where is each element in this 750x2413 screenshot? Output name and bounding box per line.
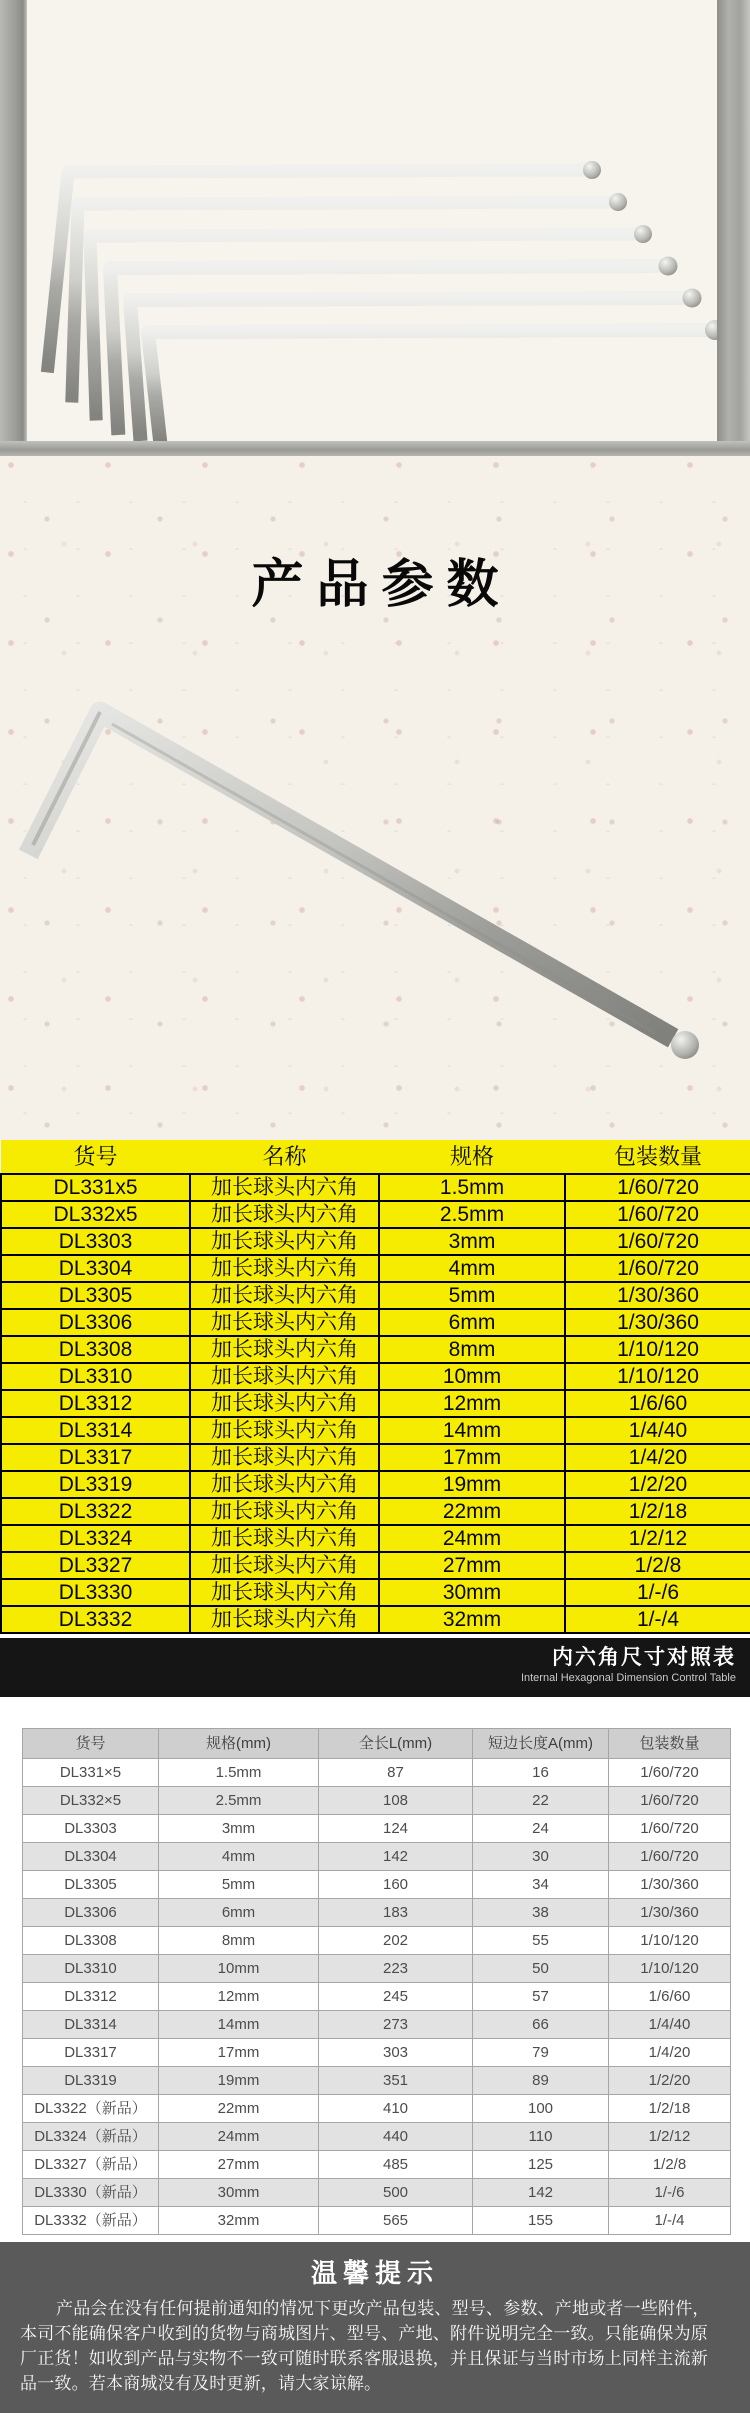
- table-cell: 加长球头内六角: [190, 1336, 379, 1363]
- table-cell: DL3306: [1, 1309, 190, 1336]
- table-cell: 124: [319, 1815, 473, 1843]
- photo-frame-right: [717, 0, 750, 456]
- table-cell: 5mm: [379, 1282, 565, 1309]
- photo-frame-bottom: [0, 441, 750, 456]
- table-cell: 2.5mm: [379, 1201, 565, 1228]
- table-cell: 1/4/20: [609, 2039, 731, 2067]
- table-cell: DL3322（新品）: [23, 2095, 159, 2123]
- table-row: [1, 1363, 750, 1390]
- dimension-col-header: 货号: [23, 1729, 159, 1759]
- table-cell: DL3308: [1, 1336, 190, 1363]
- footer-title: 温馨提示: [310, 2258, 439, 2288]
- table-cell: DL3314: [23, 2011, 159, 2039]
- table-row: [23, 2067, 731, 2095]
- table-cell: 485: [319, 2151, 473, 2179]
- dimension-col-header: 包装数量: [609, 1729, 731, 1759]
- table-cell: 34: [473, 1871, 609, 1899]
- table-cell: DL3308: [23, 1927, 159, 1955]
- table-cell: 155: [473, 2207, 609, 2235]
- table-cell: 303: [319, 2039, 473, 2067]
- table-cell: 142: [473, 2179, 609, 2207]
- table-cell: 14mm: [159, 2011, 319, 2039]
- table-cell: 1/2/20: [565, 1471, 750, 1498]
- table-row: [1, 1444, 750, 1471]
- table-cell: DL3330: [1, 1579, 190, 1606]
- table-cell: 加长球头内六角: [190, 1363, 379, 1390]
- table-cell: 1/2/18: [565, 1498, 750, 1525]
- table-cell: 1/30/360: [609, 1871, 731, 1899]
- table-cell: DL3312: [1, 1390, 190, 1417]
- table-cell: 1/30/360: [565, 1282, 750, 1309]
- table-cell: DL3310: [23, 1955, 159, 1983]
- table-cell: 1/60/720: [565, 1201, 750, 1228]
- table-cell: 加长球头内六角: [190, 1552, 379, 1579]
- spec-table-yellow: [0, 1140, 750, 1634]
- table-cell: 1/60/720: [565, 1174, 750, 1201]
- table-cell: DL331×5: [23, 1759, 159, 1787]
- table-cell: DL3330（新品）: [23, 2179, 159, 2207]
- yellow-col-header: 包装数量: [565, 1140, 750, 1174]
- table-cell: 1/6/60: [565, 1390, 750, 1417]
- table-cell: 22mm: [379, 1498, 565, 1525]
- table-row: [1, 1228, 750, 1255]
- table-cell: DL3324（新品）: [23, 2123, 159, 2151]
- table-cell: 1.5mm: [159, 1759, 319, 1787]
- table-row: [23, 2011, 731, 2039]
- table-cell: 57: [473, 1983, 609, 2011]
- table-cell: 加长球头内六角: [190, 1498, 379, 1525]
- table-cell: 50: [473, 1955, 609, 1983]
- table-cell: 6mm: [379, 1309, 565, 1336]
- table-cell: DL3312: [23, 1983, 159, 2011]
- table-cell: 32mm: [159, 2207, 319, 2235]
- table-cell: 17mm: [159, 2039, 319, 2067]
- table-cell: 4mm: [159, 1843, 319, 1871]
- table-cell: DL3305: [23, 1871, 159, 1899]
- table-row: [23, 1843, 731, 1871]
- table-cell: 38: [473, 1899, 609, 1927]
- table-cell: 10mm: [379, 1363, 565, 1390]
- notice-footer: [0, 2242, 750, 2413]
- table-cell: 66: [473, 2011, 609, 2039]
- table-cell: 110: [473, 2123, 609, 2151]
- table-cell: 1.5mm: [379, 1174, 565, 1201]
- table-cell: 加长球头内六角: [190, 1390, 379, 1417]
- table-cell: 1/2/12: [565, 1525, 750, 1552]
- table-cell: 273: [319, 2011, 473, 2039]
- table-cell: 1/2/12: [609, 2123, 731, 2151]
- table-cell: 27mm: [159, 2151, 319, 2179]
- table-cell: DL3306: [23, 1899, 159, 1927]
- table-cell: 1/30/360: [609, 1899, 731, 1927]
- table-cell: 1/2/20: [609, 2067, 731, 2095]
- table-row: [23, 1871, 731, 1899]
- table-cell: DL3327（新品）: [23, 2151, 159, 2179]
- table-cell: 加长球头内六角: [190, 1255, 379, 1282]
- table-cell: DL332×5: [23, 1787, 159, 1815]
- table-cell: 1/10/120: [565, 1363, 750, 1390]
- section-title: 产品参数: [251, 556, 512, 614]
- table-cell: 1/60/720: [565, 1228, 750, 1255]
- table-cell: 5mm: [159, 1871, 319, 1899]
- table-cell: 10mm: [159, 1955, 319, 1983]
- table-cell: 351: [319, 2067, 473, 2095]
- table-cell: 3mm: [379, 1228, 565, 1255]
- table-cell: 100: [473, 2095, 609, 2123]
- footer-line: 产品会在没有任何提前通知的情况下更改产品包装、型号、参数、产地或者一些附件，: [56, 2299, 710, 2318]
- table-cell: 19mm: [159, 2067, 319, 2095]
- table-cell: 22: [473, 1787, 609, 1815]
- dimension-header-row: [23, 1729, 731, 1759]
- table-cell: 183: [319, 1899, 473, 1927]
- table-cell: 245: [319, 1983, 473, 2011]
- table-cell: 202: [319, 1927, 473, 1955]
- table-cell: 加长球头内六角: [190, 1417, 379, 1444]
- table-row: [23, 2207, 731, 2235]
- table-cell: 1/4/40: [609, 2011, 731, 2039]
- table-cell: DL332x5: [1, 1201, 190, 1228]
- yellow-col-header: 名称: [190, 1140, 379, 1174]
- table-cell: 1/2/8: [609, 2151, 731, 2179]
- table-cell: 8mm: [379, 1336, 565, 1363]
- hex-wrench-image: [0, 456, 750, 1140]
- table-cell: DL3319: [23, 2067, 159, 2095]
- table-cell: 1/10/120: [609, 1955, 731, 1983]
- table-cell: 1/60/720: [609, 1843, 731, 1871]
- table-cell: 89: [473, 2067, 609, 2095]
- table-row: [23, 2039, 731, 2067]
- table-cell: 55: [473, 1927, 609, 1955]
- table-cell: 32mm: [379, 1606, 565, 1633]
- table-cell: 142: [319, 1843, 473, 1871]
- table-cell: 1/60/720: [565, 1255, 750, 1282]
- table-row: [23, 2179, 731, 2207]
- table-cell: 1/2/18: [609, 2095, 731, 2123]
- table-cell: 160: [319, 1871, 473, 1899]
- table-cell: DL3304: [23, 1843, 159, 1871]
- table-cell: 2.5mm: [159, 1787, 319, 1815]
- table-cell: 1/60/720: [609, 1787, 731, 1815]
- table-cell: 1/-/6: [609, 2179, 731, 2207]
- table-row: [1, 1471, 750, 1498]
- table-cell: DL3303: [1, 1228, 190, 1255]
- table-row: [23, 1983, 731, 2011]
- table-row: [1, 1417, 750, 1444]
- table-cell: DL3310: [1, 1363, 190, 1390]
- table-row: [1, 1390, 750, 1417]
- table-cell: 27mm: [379, 1552, 565, 1579]
- footer-line: 本司不能确保客户收到的货物与商城图片、型号、产地、附件说明完全一致。只能确保为原: [20, 2324, 708, 2343]
- table-cell: 加长球头内六角: [190, 1201, 379, 1228]
- product-photo: [0, 0, 750, 456]
- table-row: [1, 1606, 750, 1633]
- table-cell: DL3322: [1, 1498, 190, 1525]
- table-cell: 30mm: [379, 1579, 565, 1606]
- table-row: [1, 1201, 750, 1228]
- divider-title-cn: 内六角尺寸对照表: [552, 1646, 736, 1669]
- table-cell: 4mm: [379, 1255, 565, 1282]
- table-cell: 12mm: [159, 1983, 319, 2011]
- table-row: [1, 1579, 750, 1606]
- table-cell: 1/6/60: [609, 1983, 731, 2011]
- table-cell: 1/-/6: [565, 1579, 750, 1606]
- table-cell: 加长球头内六角: [190, 1309, 379, 1336]
- table-cell: 12mm: [379, 1390, 565, 1417]
- table-cell: 加长球头内六角: [190, 1606, 379, 1633]
- table-cell: 500: [319, 2179, 473, 2207]
- table-cell: 14mm: [379, 1417, 565, 1444]
- table-cell: 440: [319, 2123, 473, 2151]
- table-cell: 87: [319, 1759, 473, 1787]
- parameters-section: [0, 456, 750, 1140]
- table-row: [23, 1927, 731, 1955]
- photo-frame-left: [0, 0, 27, 456]
- table-row: [1, 1498, 750, 1525]
- hex-wrench-set-image: [0, 0, 750, 456]
- footer-line: 品一致。若本商城没有及时更新，请大家谅解。: [20, 2374, 382, 2393]
- table-cell: 30mm: [159, 2179, 319, 2207]
- table-row: [1, 1525, 750, 1552]
- yellow-col-header: 货号: [1, 1140, 190, 1174]
- yellow-col-header: 规格: [379, 1140, 565, 1174]
- table-cell: 125: [473, 2151, 609, 2179]
- table-cell: DL3324: [1, 1525, 190, 1552]
- table-row: [1, 1309, 750, 1336]
- table-row: [23, 2095, 731, 2123]
- table-cell: 加长球头内六角: [190, 1174, 379, 1201]
- footer-paragraph: [0, 2296, 750, 2396]
- table-cell: DL3304: [1, 1255, 190, 1282]
- table-cell: 加长球头内六角: [190, 1471, 379, 1498]
- table-cell: 16: [473, 1759, 609, 1787]
- dimension-table: [22, 1728, 731, 2235]
- table-row: [23, 1759, 731, 1787]
- table-cell: DL3314: [1, 1417, 190, 1444]
- table-cell: DL3317: [1, 1444, 190, 1471]
- table-cell: DL331x5: [1, 1174, 190, 1201]
- table-cell: 6mm: [159, 1899, 319, 1927]
- table-cell: 1/10/120: [609, 1927, 731, 1955]
- table-cell: DL3332（新品）: [23, 2207, 159, 2235]
- table-cell: 22mm: [159, 2095, 319, 2123]
- table-cell: 加长球头内六角: [190, 1579, 379, 1606]
- table-row: [23, 1815, 731, 1843]
- table-cell: 1/4/20: [565, 1444, 750, 1471]
- table-row: [23, 1899, 731, 1927]
- dimension-col-header: 规格(mm): [159, 1729, 319, 1759]
- table-cell: DL3303: [23, 1815, 159, 1843]
- table-cell: DL3317: [23, 2039, 159, 2067]
- table-cell: 565: [319, 2207, 473, 2235]
- divider-bar: [0, 1638, 750, 1697]
- table-cell: 1/60/720: [609, 1759, 731, 1787]
- table-cell: 1/4/40: [565, 1417, 750, 1444]
- table-row: [1, 1255, 750, 1282]
- table-row: [1, 1552, 750, 1579]
- table-cell: 加长球头内六角: [190, 1444, 379, 1471]
- table-cell: 30: [473, 1843, 609, 1871]
- table-cell: 108: [319, 1787, 473, 1815]
- table-cell: 1/-/4: [565, 1606, 750, 1633]
- table-cell: DL3305: [1, 1282, 190, 1309]
- table-cell: 19mm: [379, 1471, 565, 1498]
- table-cell: DL3332: [1, 1606, 190, 1633]
- dimension-col-header: 短边长度A(mm): [473, 1729, 609, 1759]
- table-cell: 加长球头内六角: [190, 1228, 379, 1255]
- footer-line: 厂正货！如收到产品与实物不一致可随时联系客服退换，并且保证与当时市场上同样主流新: [20, 2349, 708, 2368]
- table-cell: 24: [473, 1815, 609, 1843]
- table-cell: 223: [319, 1955, 473, 1983]
- table-cell: 24mm: [159, 2123, 319, 2151]
- table-row: [23, 1787, 731, 1815]
- table-cell: DL3319: [1, 1471, 190, 1498]
- table-cell: 8mm: [159, 1927, 319, 1955]
- table-row: [1, 1336, 750, 1363]
- table-cell: 1/-/4: [609, 2207, 731, 2235]
- table-cell: 410: [319, 2095, 473, 2123]
- table-row: [1, 1282, 750, 1309]
- table-cell: 1/60/720: [609, 1815, 731, 1843]
- table-cell: DL3327: [1, 1552, 190, 1579]
- table-cell: 加长球头内六角: [190, 1282, 379, 1309]
- yellow-header-row: [1, 1140, 750, 1174]
- table-row: [23, 2151, 731, 2179]
- table-cell: 17mm: [379, 1444, 565, 1471]
- table-cell: 加长球头内六角: [190, 1525, 379, 1552]
- table-row: [1, 1174, 750, 1201]
- table-cell: 1/2/8: [565, 1552, 750, 1579]
- table-cell: 3mm: [159, 1815, 319, 1843]
- table-row: [23, 1955, 731, 1983]
- table-row: [23, 2123, 731, 2151]
- dimension-col-header: 全长L(mm): [319, 1729, 473, 1759]
- table-cell: 1/30/360: [565, 1309, 750, 1336]
- table-cell: 1/10/120: [565, 1336, 750, 1363]
- table-cell: 24mm: [379, 1525, 565, 1552]
- table-cell: 79: [473, 2039, 609, 2067]
- divider-title-en: Internal Hexagonal Dimension Control Table: [520, 1672, 736, 1684]
